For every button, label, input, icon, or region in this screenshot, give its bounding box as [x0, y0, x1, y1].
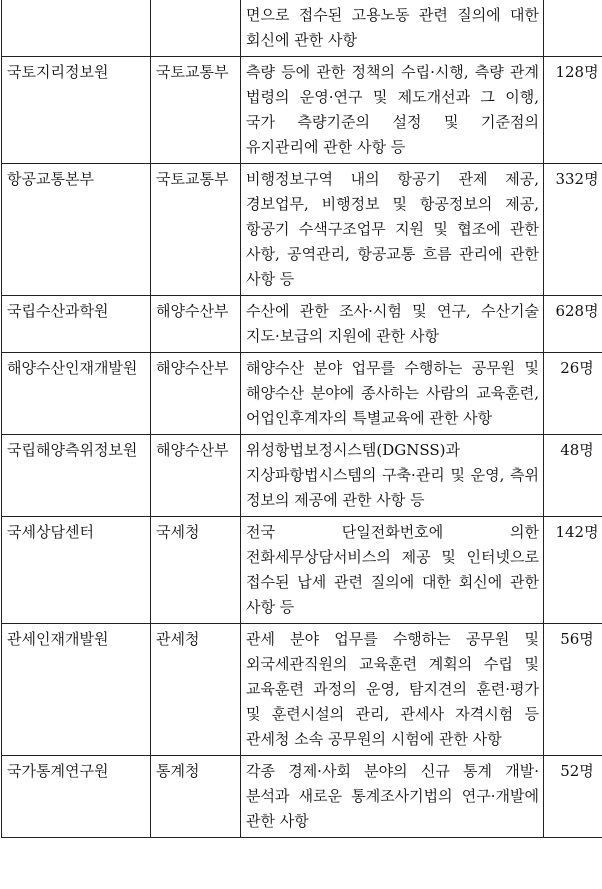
table-row [2, 296, 602, 353]
staff-count-cell: 142명 [544, 517, 602, 624]
table-row-continued [2, 0, 602, 57]
duty-cell: 관세 분야 업무를 수행하는 공무원 및 외국세관직원의 교육훈련 계획의 수립 및 교육훈련 과정의 운영, 탐지견의 훈련·평가 및 훈련시설의 관리, 관세사 자격시험 등 관세청 소속 공무원의 시험에 관한 사항 [241, 624, 544, 756]
ministry-cell: 국토교통부 [151, 57, 241, 164]
staff-count-cell [544, 0, 602, 57]
org-name-cell: 항공교통본부 [2, 164, 151, 296]
table-row [2, 624, 602, 756]
duty-cell: 측량 등에 관한 정책의 수립·시행, 측량 관계 법령의 운영·연구 및 제도개선과 그 이행, 국가 측량기준의 설정 및 기준점의 유지관리에 관한 사항 등 [241, 57, 544, 164]
org-name-cell: 해양수산인재개발원 [2, 353, 151, 435]
staff-count-cell: 332명 [544, 164, 602, 296]
duty-cell: 위성항법보정시스템(DGNSS)과 지상파항법시스템의 구축·관리 및 운영, 측위 정보의 제공에 관한 사항 등 [241, 435, 544, 517]
duty-cell: 면으로 접수된 고용노동 관련 질의에 대한 회신에 관한 사항 [241, 0, 544, 57]
org-name-cell: 국가통계연구원 [2, 756, 151, 838]
staff-count-cell: 56명 [544, 624, 602, 756]
table-row [2, 353, 602, 435]
table-row [2, 164, 602, 296]
staff-count-cell: 48명 [544, 435, 602, 517]
ministry-cell: 해양수산부 [151, 296, 241, 353]
duty-cell: 수산에 관한 조사·시험 및 연구, 수산기술 지도·보급의 지원에 관한 사항 [241, 296, 544, 353]
ministry-cell: 관세청 [151, 624, 241, 756]
org-name-cell: 국토지리정보원 [2, 57, 151, 164]
ministry-cell: 해양수산부 [151, 435, 241, 517]
ministry-cell: 국세청 [151, 517, 241, 624]
staff-count-cell: 26명 [544, 353, 602, 435]
table-row [2, 517, 602, 624]
table-row [2, 756, 602, 838]
org-name-cell: 국립수산과학원 [2, 296, 151, 353]
ministry-cell: 통계청 [151, 756, 241, 838]
table-row [2, 57, 602, 164]
duty-cell: 해양수산 분야 업무를 수행하는 공무원 및 해양수산 분야에 종사하는 사람의 교육훈련, 어업인후계자의 특별교육에 관한 사항 [241, 353, 544, 435]
organization-table [1, 0, 602, 838]
org-name-cell [2, 0, 151, 57]
ministry-cell [151, 0, 241, 57]
table-row [2, 435, 602, 517]
duty-cell: 전국 단일전화번호에 의한 전화세무상담서비스의 제공 및 인터넷으로 접수된 납세 관련 질의에 대한 회신에 관한 사항 등 [241, 517, 544, 624]
staff-count-cell: 52명 [544, 756, 602, 838]
duty-cell: 비행정보구역 내의 항공기 관제 제공, 경보업무, 비행정보 및 항공정보의 제공, 항공기 수색구조업무 지원 및 협조에 관한 사항, 공역관리, 항공교통 흐름 관리에 관한 사항 등 [241, 164, 544, 296]
duty-cell: 각종 경제·사회 분야의 신규 통계 개발·분석과 새로운 통계조사기법의 연구·개발에 관한 사항 [241, 756, 544, 838]
org-name-cell: 국세상담센터 [2, 517, 151, 624]
staff-count-cell: 628명 [544, 296, 602, 353]
ministry-cell: 국토교통부 [151, 164, 241, 296]
ministry-cell: 해양수산부 [151, 353, 241, 435]
org-name-cell: 관세인재개발원 [2, 624, 151, 756]
org-name-cell: 국립해양측위정보원 [2, 435, 151, 517]
staff-count-cell: 128명 [544, 57, 602, 164]
